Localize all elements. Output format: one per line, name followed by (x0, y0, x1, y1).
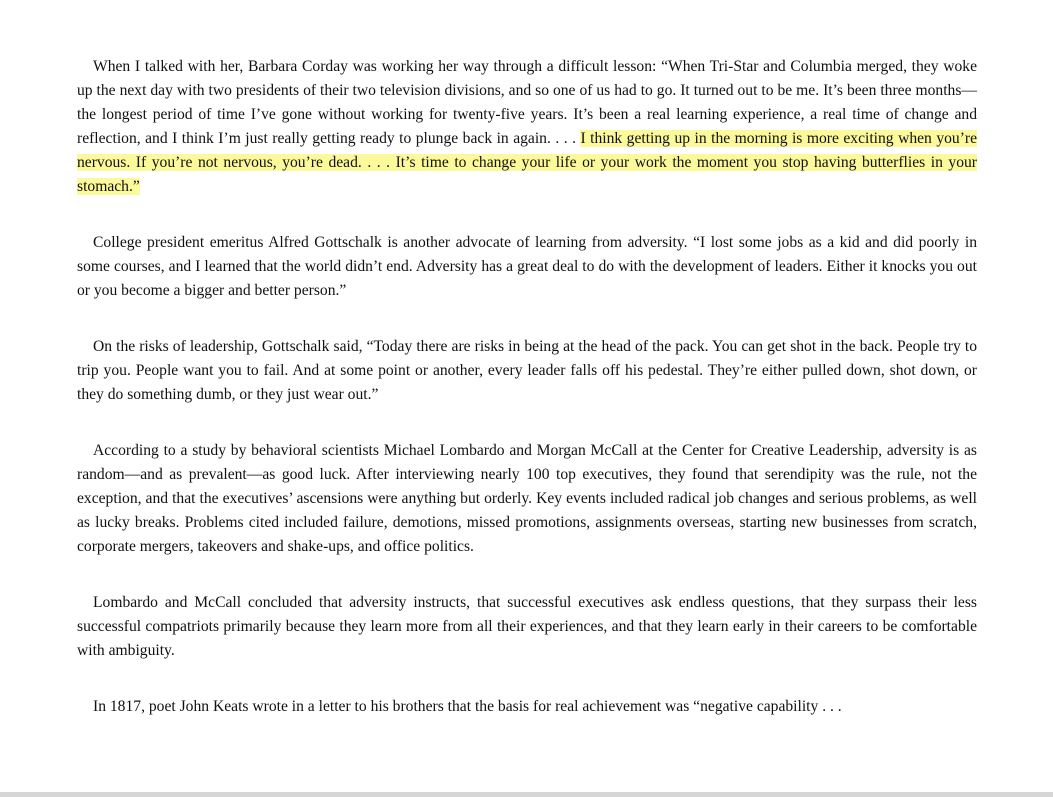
paragraph-keats: In 1817, poet John Keats wrote in a letter to his brothers that the basis for real achievement was “negative capability . . . (93, 698, 842, 715)
document-body (77, 55, 977, 719)
paragraph-lombardo-conclusion: Lombardo and McCall concluded that adversity instructs, that successful executives ask endless questions, that they surpass their less successful compatriots primarily because they learn more from all their experiences, and that they learn early in their careers to be comfortable with ambiguity. (77, 594, 977, 659)
page-bottom-edge (0, 792, 1053, 797)
paragraph-lombardo-study: According to a study by behavioral scientists Michael Lombardo and Morgan McCall at the Center for Creative Leadership, adversity is as random—and as prevalent—as good luck. After interviewing nearly 100 top executives, they found that serendipity was the rule, not the exception, and that the executives’ ascensions were anything but orderly. Key events included radical job changes and serious problems, as well as lucky breaks. Problems cited included failure, demotions, missed promotions, assignments overseas, starting new businesses from scratch, corporate mergers, takeovers and shake-ups, and office politics. (77, 442, 977, 555)
highlighted-quote[interactable]: I think getting up in the morning is more exciting when you’re nervous. If you’re not nervous, you’re dead. . . . It’s time to change your life or your work the moment you stop having butterflies in your stomach.” (77, 130, 978, 195)
paragraph-text: When I talked with her, Barbara Corday was working her way through a difficult lesson: “When Tri-Star and Columbia merged, they woke up the next day with two presidents of their two television divisions, and so one of us had to go. It turned out to be me. It’s been three months—the longest period of time I’ve gone without working for twenty-five years. It’s been a real learning experience, a real time of change and reflection, and I think I’m just really getting ready to plunge back in again. . . . (77, 58, 977, 147)
paragraph-gottschalk-risks: On the risks of leadership, Gottschalk said, “Today there are risks in being at the head of the pack. You can get shot in the back. People try to trip you. People want you to fail. And at some point or another, every leader falls off his pedestal. They’re either pulled down, shot down, or they do something dumb, or they just wear out.” (77, 338, 977, 403)
paragraph-corday (77, 55, 977, 199)
paragraph-gottschalk-adversity: College president emeritus Alfred Gottschalk is another advocate of learning from adversity. “I lost some jobs as a kid and did poorly in some courses, and I learned that the world didn’t end. Adversity has a great deal to do with the development of leaders. Either it knocks you out or you become a bigger and better person.” (77, 234, 977, 299)
